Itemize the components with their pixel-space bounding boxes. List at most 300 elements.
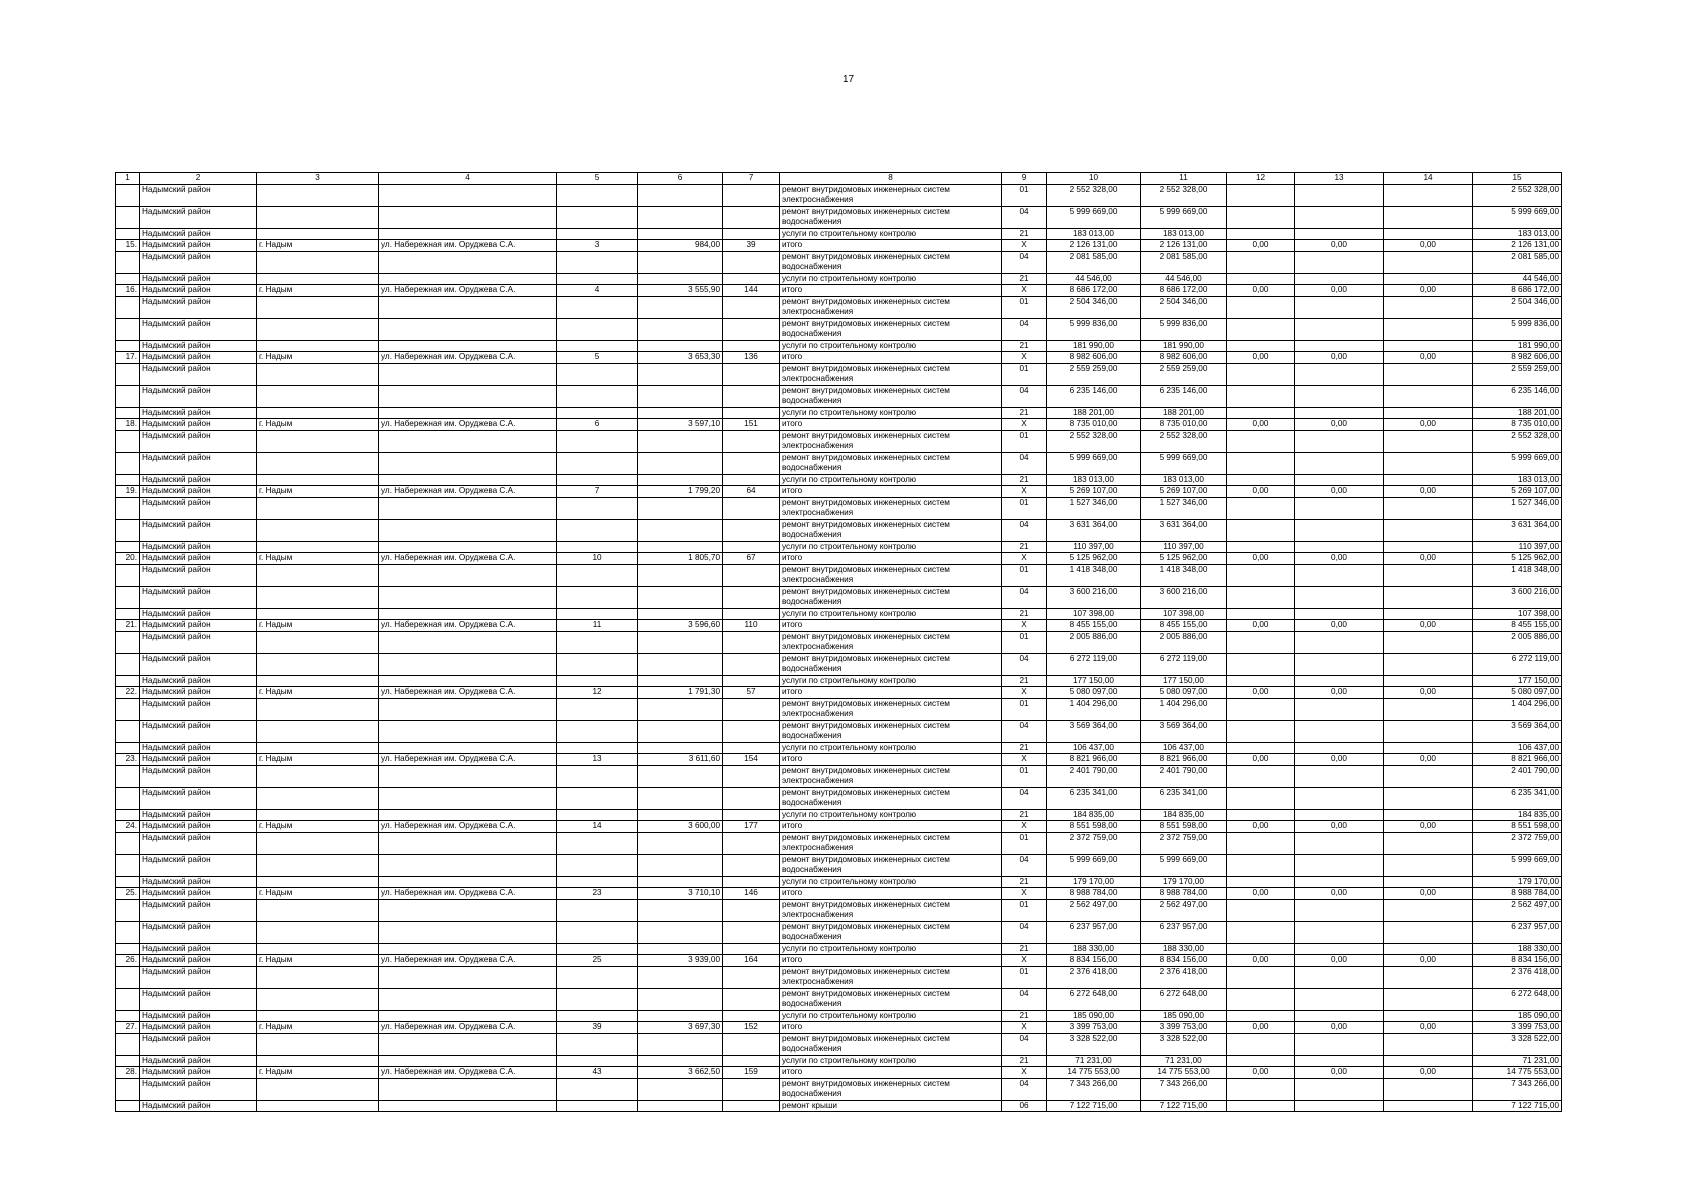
area-cell bbox=[638, 452, 723, 474]
column-13-cell: 0,00 bbox=[1295, 888, 1384, 900]
total-cell: 5 999 669,00 bbox=[1473, 854, 1562, 876]
district-cell: Надымский район bbox=[140, 352, 257, 364]
regional-fund-cell: 2 401 790,00 bbox=[1141, 765, 1227, 787]
area-cell bbox=[638, 765, 723, 787]
work-type-cell: услуги по строительному контролю bbox=[780, 541, 1002, 553]
house-number-cell bbox=[557, 966, 638, 988]
work-code-cell: X bbox=[1002, 553, 1047, 565]
area-cell bbox=[638, 385, 723, 407]
district-cell: Надымский район bbox=[140, 742, 257, 754]
house-number-cell: 25 bbox=[557, 955, 638, 967]
area-cell bbox=[638, 1055, 723, 1067]
district-cell: Надымский район bbox=[140, 1100, 257, 1112]
city-cell bbox=[257, 876, 379, 888]
column-13-cell: 0,00 bbox=[1295, 240, 1384, 252]
column-header: 12 bbox=[1227, 173, 1295, 185]
work-code-cell: 04 bbox=[1002, 251, 1047, 273]
table-row bbox=[116, 228, 1562, 240]
area-cell bbox=[638, 787, 723, 809]
district-cell: Надымский район bbox=[140, 1022, 257, 1034]
area-cell: 1 805,70 bbox=[638, 553, 723, 565]
address-cell: ул. Набережная им. Оруджева С.А. bbox=[379, 240, 557, 252]
column-12-cell bbox=[1227, 876, 1295, 888]
address-cell bbox=[379, 452, 557, 474]
column-14-cell bbox=[1384, 988, 1473, 1010]
district-cell: Надымский район bbox=[140, 608, 257, 620]
district-cell: Надымский район bbox=[140, 318, 257, 340]
table-row bbox=[116, 285, 1562, 297]
total-cost-cell: 5 999 669,00 bbox=[1047, 854, 1141, 876]
regional-fund-cell: 179 170,00 bbox=[1141, 876, 1227, 888]
column-12-cell: 0,00 bbox=[1227, 553, 1295, 565]
regional-fund-cell: 183 013,00 bbox=[1141, 228, 1227, 240]
work-type-cell: итого bbox=[780, 419, 1002, 431]
total-cell: 2 005 886,00 bbox=[1473, 631, 1562, 653]
house-number-cell bbox=[557, 698, 638, 720]
column-13-cell bbox=[1295, 675, 1384, 687]
house-number-cell bbox=[557, 876, 638, 888]
row-number: 23. bbox=[116, 754, 140, 766]
regional-fund-cell: 1 418 348,00 bbox=[1141, 564, 1227, 586]
district-cell: Надымский район bbox=[140, 1033, 257, 1055]
work-type-cell: услуги по строительному контролю bbox=[780, 407, 1002, 419]
column-14-cell bbox=[1384, 631, 1473, 653]
address-cell: ул. Набережная им. Оруджева С.А. bbox=[379, 821, 557, 833]
house-number-cell bbox=[557, 251, 638, 273]
area-cell: 3 697,30 bbox=[638, 1022, 723, 1034]
column-12-cell bbox=[1227, 497, 1295, 519]
area-cell bbox=[638, 809, 723, 821]
regional-fund-cell: 5 269 107,00 bbox=[1141, 486, 1227, 498]
address-cell: ул. Набережная им. Оруджева С.А. bbox=[379, 553, 557, 565]
area-cell bbox=[638, 541, 723, 553]
area-cell bbox=[638, 876, 723, 888]
work-type-cell: ремонт внутридомовых инженерных систем водоснабжения bbox=[780, 586, 1002, 608]
area-cell bbox=[638, 832, 723, 854]
column-12-cell bbox=[1227, 296, 1295, 318]
district-cell: Надымский район bbox=[140, 876, 257, 888]
row-number bbox=[116, 273, 140, 285]
district-cell: Надымский район bbox=[140, 519, 257, 541]
area-cell: 1 799,20 bbox=[638, 486, 723, 498]
work-code-cell: 21 bbox=[1002, 608, 1047, 620]
column-12-cell bbox=[1227, 765, 1295, 787]
total-cell: 1 404 296,00 bbox=[1473, 698, 1562, 720]
total-cell: 3 399 753,00 bbox=[1473, 1022, 1562, 1034]
table-row bbox=[116, 296, 1562, 318]
house-number-cell bbox=[557, 340, 638, 352]
residents-cell bbox=[723, 340, 780, 352]
city-cell bbox=[257, 586, 379, 608]
address-cell bbox=[379, 899, 557, 921]
regional-fund-cell: 3 600 216,00 bbox=[1141, 586, 1227, 608]
house-number-cell bbox=[557, 653, 638, 675]
district-cell: Надымский район bbox=[140, 921, 257, 943]
total-cost-cell: 181 990,00 bbox=[1047, 340, 1141, 352]
row-number bbox=[116, 698, 140, 720]
column-14-cell bbox=[1384, 251, 1473, 273]
work-code-cell: 04 bbox=[1002, 988, 1047, 1010]
work-code-cell: 04 bbox=[1002, 519, 1047, 541]
row-number: 24. bbox=[116, 821, 140, 833]
work-code-cell: X bbox=[1002, 486, 1047, 498]
column-13-cell bbox=[1295, 541, 1384, 553]
address-cell bbox=[379, 809, 557, 821]
residents-cell bbox=[723, 876, 780, 888]
column-12-cell bbox=[1227, 430, 1295, 452]
work-type-cell: итого bbox=[780, 888, 1002, 900]
total-cost-cell: 8 834 156,00 bbox=[1047, 955, 1141, 967]
house-number-cell: 13 bbox=[557, 754, 638, 766]
table-row bbox=[116, 1022, 1562, 1034]
regional-fund-cell: 5 125 962,00 bbox=[1141, 553, 1227, 565]
district-cell: Надымский район bbox=[140, 340, 257, 352]
total-cost-cell: 6 235 146,00 bbox=[1047, 385, 1141, 407]
work-type-cell: итого bbox=[780, 285, 1002, 297]
house-number-cell bbox=[557, 519, 638, 541]
column-14-cell bbox=[1384, 809, 1473, 821]
total-cost-cell: 6 272 648,00 bbox=[1047, 988, 1141, 1010]
work-type-cell: итого bbox=[780, 620, 1002, 632]
column-14-cell bbox=[1384, 698, 1473, 720]
column-12-cell bbox=[1227, 631, 1295, 653]
table-row bbox=[116, 184, 1562, 206]
column-header: 1 bbox=[116, 173, 140, 185]
total-cell: 8 834 156,00 bbox=[1473, 955, 1562, 967]
work-type-cell: услуги по строительному контролю bbox=[780, 608, 1002, 620]
residents-cell bbox=[723, 809, 780, 821]
column-14-cell bbox=[1384, 228, 1473, 240]
house-number-cell bbox=[557, 631, 638, 653]
residents-cell bbox=[723, 474, 780, 486]
total-cell: 184 835,00 bbox=[1473, 809, 1562, 821]
district-cell: Надымский район bbox=[140, 452, 257, 474]
regional-fund-cell: 2 562 497,00 bbox=[1141, 899, 1227, 921]
column-13-cell bbox=[1295, 1078, 1384, 1100]
total-cell: 2 401 790,00 bbox=[1473, 765, 1562, 787]
work-type-cell: итого bbox=[780, 955, 1002, 967]
table-row bbox=[116, 419, 1562, 431]
column-14-cell: 0,00 bbox=[1384, 352, 1473, 364]
column-14-cell bbox=[1384, 720, 1473, 742]
column-13-cell bbox=[1295, 765, 1384, 787]
area-cell bbox=[638, 720, 723, 742]
house-number-cell bbox=[557, 1033, 638, 1055]
table-row bbox=[116, 687, 1562, 699]
row-number bbox=[116, 251, 140, 273]
work-code-cell: X bbox=[1002, 419, 1047, 431]
column-header: 8 bbox=[780, 173, 1002, 185]
work-code-cell: X bbox=[1002, 955, 1047, 967]
total-cost-cell: 2 504 346,00 bbox=[1047, 296, 1141, 318]
house-number-cell bbox=[557, 832, 638, 854]
city-cell bbox=[257, 698, 379, 720]
residents-cell bbox=[723, 564, 780, 586]
column-12-cell bbox=[1227, 899, 1295, 921]
regional-fund-cell: 6 235 341,00 bbox=[1141, 787, 1227, 809]
column-13-cell bbox=[1295, 452, 1384, 474]
area-cell: 984,00 bbox=[638, 240, 723, 252]
row-number bbox=[116, 452, 140, 474]
residents-cell bbox=[723, 184, 780, 206]
work-code-cell: 04 bbox=[1002, 653, 1047, 675]
work-code-cell: X bbox=[1002, 821, 1047, 833]
district-cell: Надымский район bbox=[140, 285, 257, 297]
work-code-cell: 21 bbox=[1002, 876, 1047, 888]
table-row bbox=[116, 854, 1562, 876]
address-cell bbox=[379, 608, 557, 620]
residents-cell bbox=[723, 653, 780, 675]
table-body bbox=[116, 184, 1562, 1112]
regional-fund-cell: 6 272 648,00 bbox=[1141, 988, 1227, 1010]
residents-cell: 151 bbox=[723, 419, 780, 431]
row-number: 26. bbox=[116, 955, 140, 967]
regional-fund-cell: 6 272 119,00 bbox=[1141, 653, 1227, 675]
total-cost-cell: 5 999 836,00 bbox=[1047, 318, 1141, 340]
column-header: 3 bbox=[257, 173, 379, 185]
total-cell: 7 343 266,00 bbox=[1473, 1078, 1562, 1100]
total-cell: 71 231,00 bbox=[1473, 1055, 1562, 1067]
column-header: 15 bbox=[1473, 173, 1562, 185]
regional-fund-cell: 2 005 886,00 bbox=[1141, 631, 1227, 653]
address-cell bbox=[379, 720, 557, 742]
work-code-cell: 21 bbox=[1002, 675, 1047, 687]
address-cell: ул. Набережная им. Оруджева С.А. bbox=[379, 486, 557, 498]
row-number bbox=[116, 206, 140, 228]
regional-fund-cell: 5 999 669,00 bbox=[1141, 452, 1227, 474]
district-cell: Надымский район bbox=[140, 653, 257, 675]
city-cell: г. Надым bbox=[257, 1022, 379, 1034]
table-row bbox=[116, 519, 1562, 541]
city-cell: г. Надым bbox=[257, 486, 379, 498]
house-number-cell bbox=[557, 430, 638, 452]
regional-fund-cell: 6 235 146,00 bbox=[1141, 385, 1227, 407]
city-cell: г. Надым bbox=[257, 553, 379, 565]
column-12-cell bbox=[1227, 742, 1295, 754]
residents-cell bbox=[723, 1100, 780, 1112]
total-cell: 3 328 522,00 bbox=[1473, 1033, 1562, 1055]
row-number bbox=[116, 318, 140, 340]
city-cell bbox=[257, 519, 379, 541]
total-cell: 1 527 346,00 bbox=[1473, 497, 1562, 519]
house-number-cell: 10 bbox=[557, 553, 638, 565]
residents-cell bbox=[723, 988, 780, 1010]
work-type-cell: итого bbox=[780, 553, 1002, 565]
row-number bbox=[116, 228, 140, 240]
row-number bbox=[116, 608, 140, 620]
district-cell: Надымский район bbox=[140, 687, 257, 699]
column-13-cell: 0,00 bbox=[1295, 620, 1384, 632]
total-cell: 177 150,00 bbox=[1473, 675, 1562, 687]
column-12-cell bbox=[1227, 675, 1295, 687]
residents-cell bbox=[723, 966, 780, 988]
work-code-cell: 01 bbox=[1002, 966, 1047, 988]
district-cell: Надымский район bbox=[140, 541, 257, 553]
table-row bbox=[116, 787, 1562, 809]
house-number-cell bbox=[557, 497, 638, 519]
regional-fund-cell: 3 399 753,00 bbox=[1141, 1022, 1227, 1034]
house-number-cell bbox=[557, 586, 638, 608]
work-type-cell: ремонт внутридомовых инженерных систем водоснабжения bbox=[780, 206, 1002, 228]
total-cost-cell: 5 080 097,00 bbox=[1047, 687, 1141, 699]
column-14-cell bbox=[1384, 653, 1473, 675]
city-cell bbox=[257, 742, 379, 754]
address-cell bbox=[379, 988, 557, 1010]
house-number-cell bbox=[557, 720, 638, 742]
column-13-cell bbox=[1295, 363, 1384, 385]
regional-fund-cell: 2 126 131,00 bbox=[1141, 240, 1227, 252]
district-cell: Надымский район bbox=[140, 486, 257, 498]
house-number-cell: 6 bbox=[557, 419, 638, 431]
regional-fund-cell: 7 343 266,00 bbox=[1141, 1078, 1227, 1100]
column-14-cell bbox=[1384, 586, 1473, 608]
address-cell bbox=[379, 742, 557, 754]
city-cell: г. Надым bbox=[257, 352, 379, 364]
column-12-cell bbox=[1227, 943, 1295, 955]
column-12-cell bbox=[1227, 698, 1295, 720]
work-type-cell: ремонт внутридомовых инженерных систем электроснабжения bbox=[780, 698, 1002, 720]
district-cell: Надымский район bbox=[140, 720, 257, 742]
work-code-cell: 04 bbox=[1002, 787, 1047, 809]
table-row bbox=[116, 876, 1562, 888]
address-cell bbox=[379, 251, 557, 273]
district-cell: Надымский район bbox=[140, 966, 257, 988]
column-header: 10 bbox=[1047, 173, 1141, 185]
row-number bbox=[116, 564, 140, 586]
work-type-cell: услуги по строительному контролю bbox=[780, 340, 1002, 352]
column-13-cell bbox=[1295, 943, 1384, 955]
table-row bbox=[116, 318, 1562, 340]
total-cost-cell: 8 821 966,00 bbox=[1047, 754, 1141, 766]
table-row bbox=[116, 474, 1562, 486]
area-cell: 3 662,50 bbox=[638, 1067, 723, 1079]
work-code-cell: 21 bbox=[1002, 541, 1047, 553]
table-row bbox=[116, 206, 1562, 228]
house-number-cell bbox=[557, 474, 638, 486]
total-cost-cell: 6 272 119,00 bbox=[1047, 653, 1141, 675]
table-row bbox=[116, 541, 1562, 553]
table-row bbox=[116, 620, 1562, 632]
column-14-cell: 0,00 bbox=[1384, 486, 1473, 498]
row-number bbox=[116, 497, 140, 519]
district-cell: Надымский район bbox=[140, 809, 257, 821]
column-12-cell: 0,00 bbox=[1227, 620, 1295, 632]
total-cost-cell: 2 401 790,00 bbox=[1047, 765, 1141, 787]
table-row bbox=[116, 1067, 1562, 1079]
column-13-cell bbox=[1295, 899, 1384, 921]
area-cell bbox=[638, 631, 723, 653]
house-number-cell: 5 bbox=[557, 352, 638, 364]
work-code-cell: X bbox=[1002, 1022, 1047, 1034]
work-type-cell: ремонт внутридомовых инженерных систем водоснабжения bbox=[780, 1078, 1002, 1100]
city-cell bbox=[257, 296, 379, 318]
residents-cell bbox=[723, 318, 780, 340]
total-cost-cell: 1 527 346,00 bbox=[1047, 497, 1141, 519]
work-type-cell: итого bbox=[780, 754, 1002, 766]
district-cell: Надымский район bbox=[140, 765, 257, 787]
total-cost-cell: 7 122 715,00 bbox=[1047, 1100, 1141, 1112]
regional-fund-cell: 2 504 346,00 bbox=[1141, 296, 1227, 318]
column-header: 11 bbox=[1141, 173, 1227, 185]
table-row bbox=[116, 955, 1562, 967]
table-row bbox=[116, 821, 1562, 833]
house-number-cell bbox=[557, 1010, 638, 1022]
address-cell bbox=[379, 1033, 557, 1055]
total-cell: 6 272 648,00 bbox=[1473, 988, 1562, 1010]
work-code-cell: 21 bbox=[1002, 407, 1047, 419]
table-row bbox=[116, 888, 1562, 900]
column-13-cell bbox=[1295, 184, 1384, 206]
row-number bbox=[116, 385, 140, 407]
column-14-cell bbox=[1384, 921, 1473, 943]
regional-fund-cell: 8 686 172,00 bbox=[1141, 285, 1227, 297]
regional-fund-cell: 5 999 669,00 bbox=[1141, 854, 1227, 876]
table-row bbox=[116, 988, 1562, 1010]
column-12-cell bbox=[1227, 1100, 1295, 1112]
row-number bbox=[116, 407, 140, 419]
area-cell bbox=[638, 675, 723, 687]
work-code-cell: 04 bbox=[1002, 854, 1047, 876]
header-row bbox=[116, 173, 1562, 185]
district-cell: Надымский район bbox=[140, 184, 257, 206]
total-cost-cell: 2 562 497,00 bbox=[1047, 899, 1141, 921]
column-13-cell bbox=[1295, 340, 1384, 352]
column-12-cell bbox=[1227, 474, 1295, 486]
city-cell bbox=[257, 1033, 379, 1055]
residents-cell bbox=[723, 1010, 780, 1022]
house-number-cell: 11 bbox=[557, 620, 638, 632]
district-cell: Надымский район bbox=[140, 363, 257, 385]
area-cell bbox=[638, 474, 723, 486]
city-cell bbox=[257, 363, 379, 385]
total-cell: 2 504 346,00 bbox=[1473, 296, 1562, 318]
total-cell: 8 821 966,00 bbox=[1473, 754, 1562, 766]
column-12-cell bbox=[1227, 541, 1295, 553]
work-type-cell: услуги по строительному контролю bbox=[780, 943, 1002, 955]
column-14-cell: 0,00 bbox=[1384, 955, 1473, 967]
house-number-cell bbox=[557, 1100, 638, 1112]
column-14-cell bbox=[1384, 876, 1473, 888]
city-cell: г. Надым bbox=[257, 888, 379, 900]
house-number-cell: 43 bbox=[557, 1067, 638, 1079]
residents-cell bbox=[723, 385, 780, 407]
area-cell bbox=[638, 430, 723, 452]
house-number-cell bbox=[557, 452, 638, 474]
column-14-cell bbox=[1384, 184, 1473, 206]
city-cell bbox=[257, 653, 379, 675]
total-cell: 106 437,00 bbox=[1473, 742, 1562, 754]
house-number-cell bbox=[557, 675, 638, 687]
column-12-cell: 0,00 bbox=[1227, 955, 1295, 967]
column-12-cell: 0,00 bbox=[1227, 687, 1295, 699]
row-number bbox=[116, 765, 140, 787]
house-number-cell bbox=[557, 318, 638, 340]
column-12-cell bbox=[1227, 720, 1295, 742]
regional-fund-cell: 8 551 598,00 bbox=[1141, 821, 1227, 833]
row-number: 16. bbox=[116, 285, 140, 297]
total-cell: 5 125 962,00 bbox=[1473, 553, 1562, 565]
column-13-cell: 0,00 bbox=[1295, 553, 1384, 565]
total-cell: 3 600 216,00 bbox=[1473, 586, 1562, 608]
area-cell bbox=[638, 228, 723, 240]
column-13-cell bbox=[1295, 430, 1384, 452]
total-cell: 188 201,00 bbox=[1473, 407, 1562, 419]
column-12-cell bbox=[1227, 340, 1295, 352]
city-cell bbox=[257, 206, 379, 228]
total-cost-cell: 3 569 364,00 bbox=[1047, 720, 1141, 742]
address-cell bbox=[379, 787, 557, 809]
district-cell: Надымский район bbox=[140, 955, 257, 967]
